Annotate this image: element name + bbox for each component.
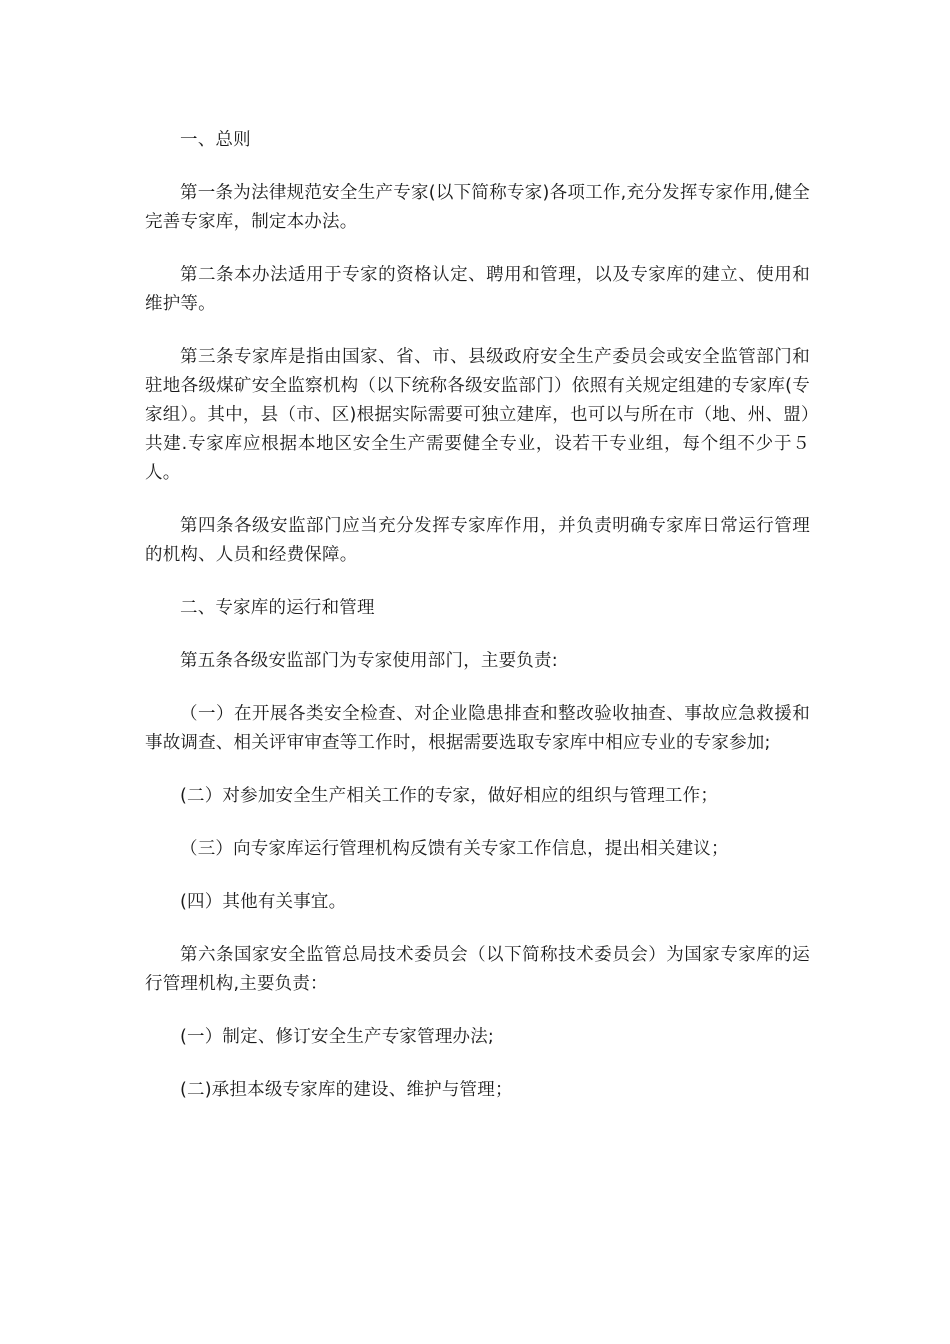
article-5: 第五条各级安监部门为专家使用部门，主要负责: <box>180 651 558 671</box>
article-6: 第六条国家安全监管总局技术委员会（以下简称技术委员会）为国家专家库的运行管理机构,主要负责： <box>145 945 810 994</box>
article-6-item-2: (二)承担本级专家库的建设、维护与管理； <box>180 1080 513 1100</box>
article-3: 第三条专家库是指由国家、省、市、县级政府安全生产委员会或安全监管部门和驻地各级煤矿安全监察机构（以下统称各级安监部门）依照有关规定组建的专家库(专家组）。其中，县（市、区)根据实际需要可独立建库，也可以与所在市（地、州、盟）共建.专家库应根据本地区安全生产需要健全专业，设若干专业组，每个组不少于５人。 <box>145 347 810 483</box>
article-1: 第一条为法律规范安全生产专家(以下简称专家)各项工作,充分发挥专家作用,健全完善专家库，制定本办法。 <box>145 183 810 232</box>
article-6-item-1: (一）制定、修订安全生产专家管理办法; <box>180 1027 495 1047</box>
article-5-item-3: （三）向专家库运行管理机构反馈有关专家工作信息，提出相关建议； <box>180 839 729 859</box>
section-heading-operation: 二、专家库的运行和管理 <box>180 598 375 618</box>
article-4: 第四条各级安监部门应当充分发挥专家库作用，并负责明确专家库日常运行管理的机构、人员和经费保障。 <box>145 516 810 565</box>
document-body <box>145 126 810 1129</box>
article-5-item-1: （一）在开展各类安全检查、对企业隐患排查和整改验收抽查、事故应急救援和事故调查、相关评审审查等工作时，根据需要选取专家库中相应专业的专家参加; <box>145 704 810 753</box>
article-2: 第二条本办法适用于专家的资格认定、聘用和管理，以及专家库的建立、使用和维护等。 <box>145 265 810 314</box>
article-5-item-2: (二）对参加安全生产相关工作的专家，做好相应的组织与管理工作； <box>180 786 719 806</box>
article-5-item-4: (四）其他有关事宜。 <box>180 892 347 912</box>
section-heading-general: 一、总则 <box>180 130 251 150</box>
